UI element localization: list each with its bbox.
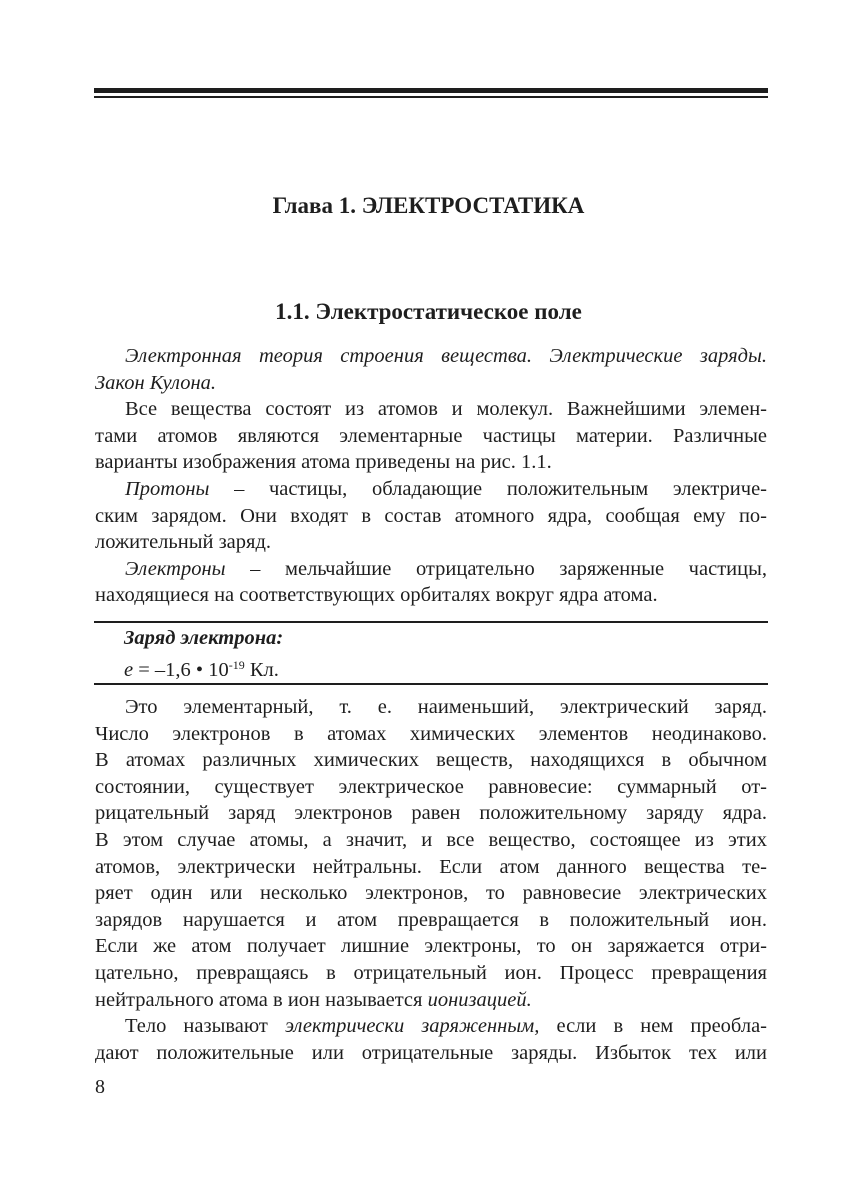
text-line [95,1040,767,1067]
text-line [95,396,767,423]
formula-symbol: e [124,658,134,681]
text-segment: Число электронов в атомах химических элементов неодинаково. [95,722,767,745]
text-segment: Это элементарный, т. е. наименьший, электрический заряд. [125,696,767,718]
text-line [95,423,767,450]
text-segment: если в нем преобла- [539,1015,767,1038]
text-line [95,476,767,503]
text-line [95,370,767,397]
text-segment: В атомах различных химических веществ, находящихся в обычном [95,749,767,772]
header-rule-thin [94,96,768,98]
text-segment: Тело называют [125,1015,285,1038]
text-line [95,503,767,530]
text-segment: – частицы, обладающие положительным электриче- [209,477,767,500]
text-line [95,694,767,721]
text-line [95,933,767,960]
italic-text: электрически заряженным, [284,1015,540,1038]
text-segment: дают положительные или отрицательные заряды. Избыток тех или [95,1041,767,1064]
text-line [95,987,767,1014]
text-segment: варианты изображения атома приведены на рис. 1.1. [95,451,552,474]
text-segment: Если же атом получает лишние электроны, то он заряжается отри- [95,935,767,958]
header-rule-thick [94,88,768,93]
text-segment: рицательный заряд электронов равен положительному заряду ядра. [95,802,767,825]
text-line [95,343,767,370]
text-line [95,907,767,934]
text-line [95,960,767,987]
text-segment: зарядов нарушается и атом превращается в положительный ион. [95,908,767,931]
text-line [95,582,767,609]
chapter-title: Глава 1. ЭЛЕКТРОСТАТИКА [272,193,585,218]
text-line [95,827,767,854]
text-segment: атомов, электрически нейтральны. Если атом данного вещества те- [95,855,767,878]
infobox-title: Заряд электрона: [124,627,284,649]
text-line [95,774,767,801]
italic-text: Протоны [125,477,210,500]
text-segment: – мельчайшие отрицательно заряженные частицы, [225,557,767,580]
infobox-top-rule [94,621,768,623]
text-line [95,880,767,907]
text-line [95,747,767,774]
text-segment: находящиеся на соответствующих орбиталях вокруг ядра атома. [95,584,658,607]
body-text-intro [95,343,767,609]
text-segment: тами атомов являются элементарные частицы материи. Различные [95,424,767,447]
text-segment: ложительный заряд. [95,531,272,554]
italic-text: Электроны [125,557,226,580]
infobox-bottom-rule [94,683,768,685]
text-segment: нейтрального атома в ион называется [95,988,428,1011]
formula-unit: Кл. [244,658,279,681]
body-text-main [95,694,767,1066]
text-segment: ряет один или несколько электронов, то равновесие электрических [95,882,767,905]
text-line [95,529,767,556]
text-segment: В этом случае атомы, а значит, и все вещество, состоящее из этих [95,828,767,851]
italic-text: Электронная теория строения вещества. Электрические заряды. [125,345,767,367]
italic-text: Закон Кулона. [95,371,217,394]
formula-exponent: -19 [228,657,245,672]
text-segment: Все вещества состоят из атомов и молекул. Важнейшими элемен- [125,398,767,421]
text-line [95,721,767,748]
text-line [95,1013,767,1040]
section-title: 1.1. Электростатическое поле [275,299,582,324]
text-line [95,449,767,476]
infobox [124,625,764,683]
text-segment: состоянии, существует электрическое равновесие: суммарный от- [95,775,767,798]
text-line [95,800,767,827]
infobox-formula [124,652,764,684]
text-line [95,854,767,881]
text-segment: ским зарядом. Они входят в состав атомного ядра, сообщая ему по- [95,504,767,527]
page-number: 8 [95,1076,105,1098]
formula-value: = –1,6 • 10 [133,658,229,681]
text-line [95,556,767,583]
italic-text: ионизацией. [427,988,532,1011]
text-segment: цательно, превращаясь в отрицательный ион. Процесс превращения [95,961,767,984]
